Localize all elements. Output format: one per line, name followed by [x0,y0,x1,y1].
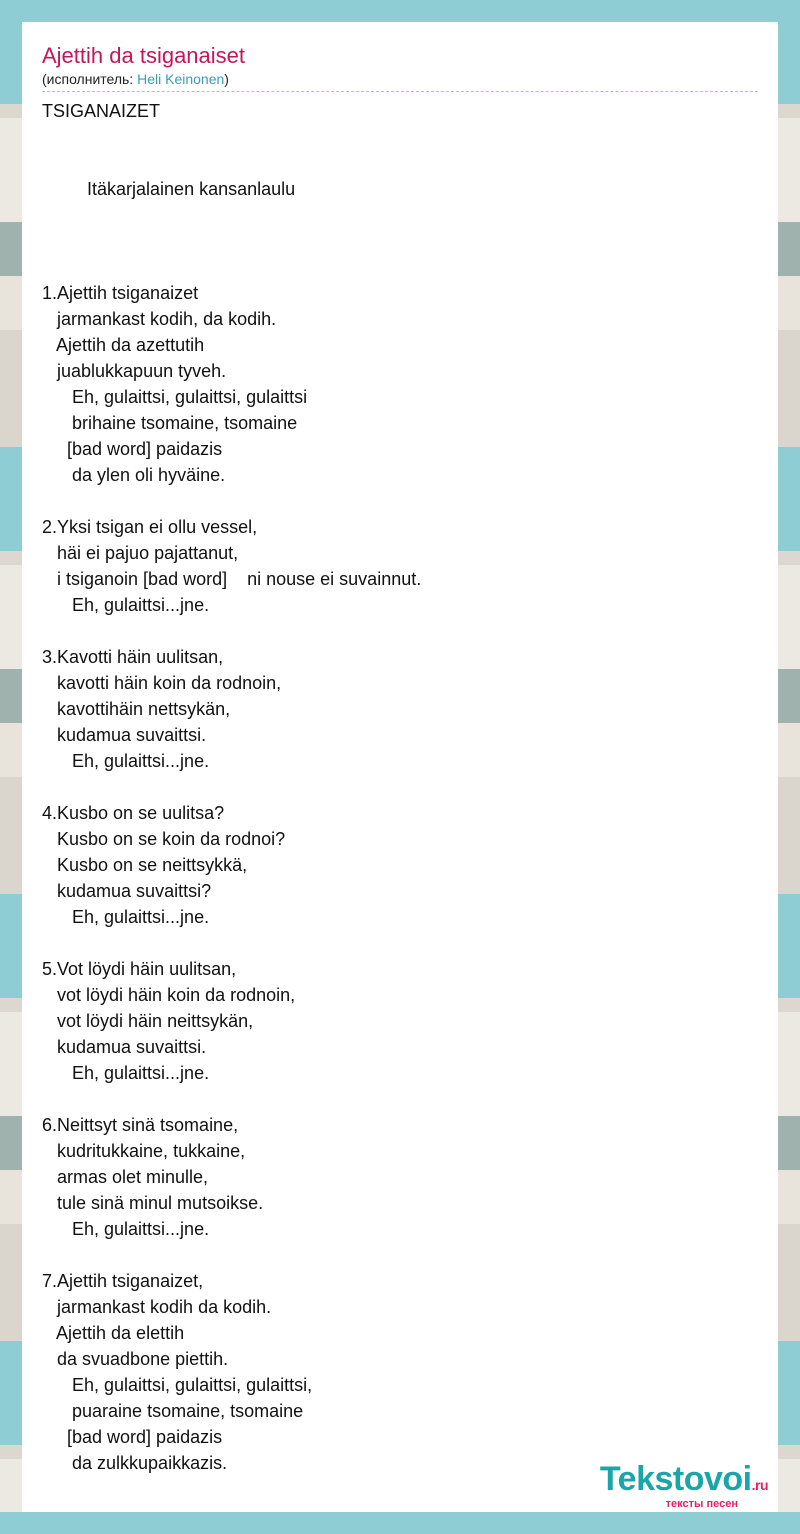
bottom-strip [0,1512,800,1534]
song-title: Ajettih da tsiganaiset [42,43,246,68]
logo-name: Tekstovoi [599,1460,752,1498]
lyrics-text: TSIGANAIZET Itäkarjalainen kansanlaulu 1.Ajettih tsiganaizet jarmankast kodih, da kodih. Ajettih da azettutih juablukkapuun tyveh. Eh, gulaittsi, gulaittsi, gulaittsi brihaine tsomaine, tsomaine [bad word] paidazis da ylen oli hyväine. 2.Yksi tsigan ei ollu vessel, häi ei pajuo pajattanut, i tsiganoin [bad word] ni nouse ei suvainnut. Eh, gulaittsi...jne. 3.Kavotti häin uulitsan, kavotti häin koin da rodnoin, kavottihäin nettsykän, kudamua suvaittsi. Eh, gulaittsi...jne. 4.Kusbo on se uulitsa? Kusbo on se koin da rodnoi? Kusbo on se neittsykkä, kudamua suvaittsi? Eh, gulaittsi...jne. 5.Vot löydi häin uulitsan, vot löydi häin koin da rodnoin, vot löydi häin neittsykän, kudamua suvaittsi. Eh, gulaittsi...jne. 6.Neittsyt sinä tsomaine, kudritukkaine, tukkaine, armas olet minulle, tule sinä minul mutsoikse. Eh, gulaittsi...jne. 7.Ajettih tsiganaizet, jarmankast kodih da kodih. Ajettih da elettih da svuadbone piettih. Eh, gulaittsi, gulaittsi, gulaittsi, puaraine tsomaine, tsomaine [bad word] paidazis da zulkkupaikkazis. [42,101,422,1473]
artist-prefix: (исполнитель: [42,71,138,87]
artist-line [42,70,758,92]
artist-suffix: ) [224,71,229,87]
logo-tagline: тексты песен [665,1498,738,1510]
lyrics-card [22,22,778,1512]
artist-link[interactable]: Heli Keinonen [137,71,225,87]
logo-suffix: .ru [751,1477,768,1493]
site-logo[interactable] [600,1462,768,1510]
